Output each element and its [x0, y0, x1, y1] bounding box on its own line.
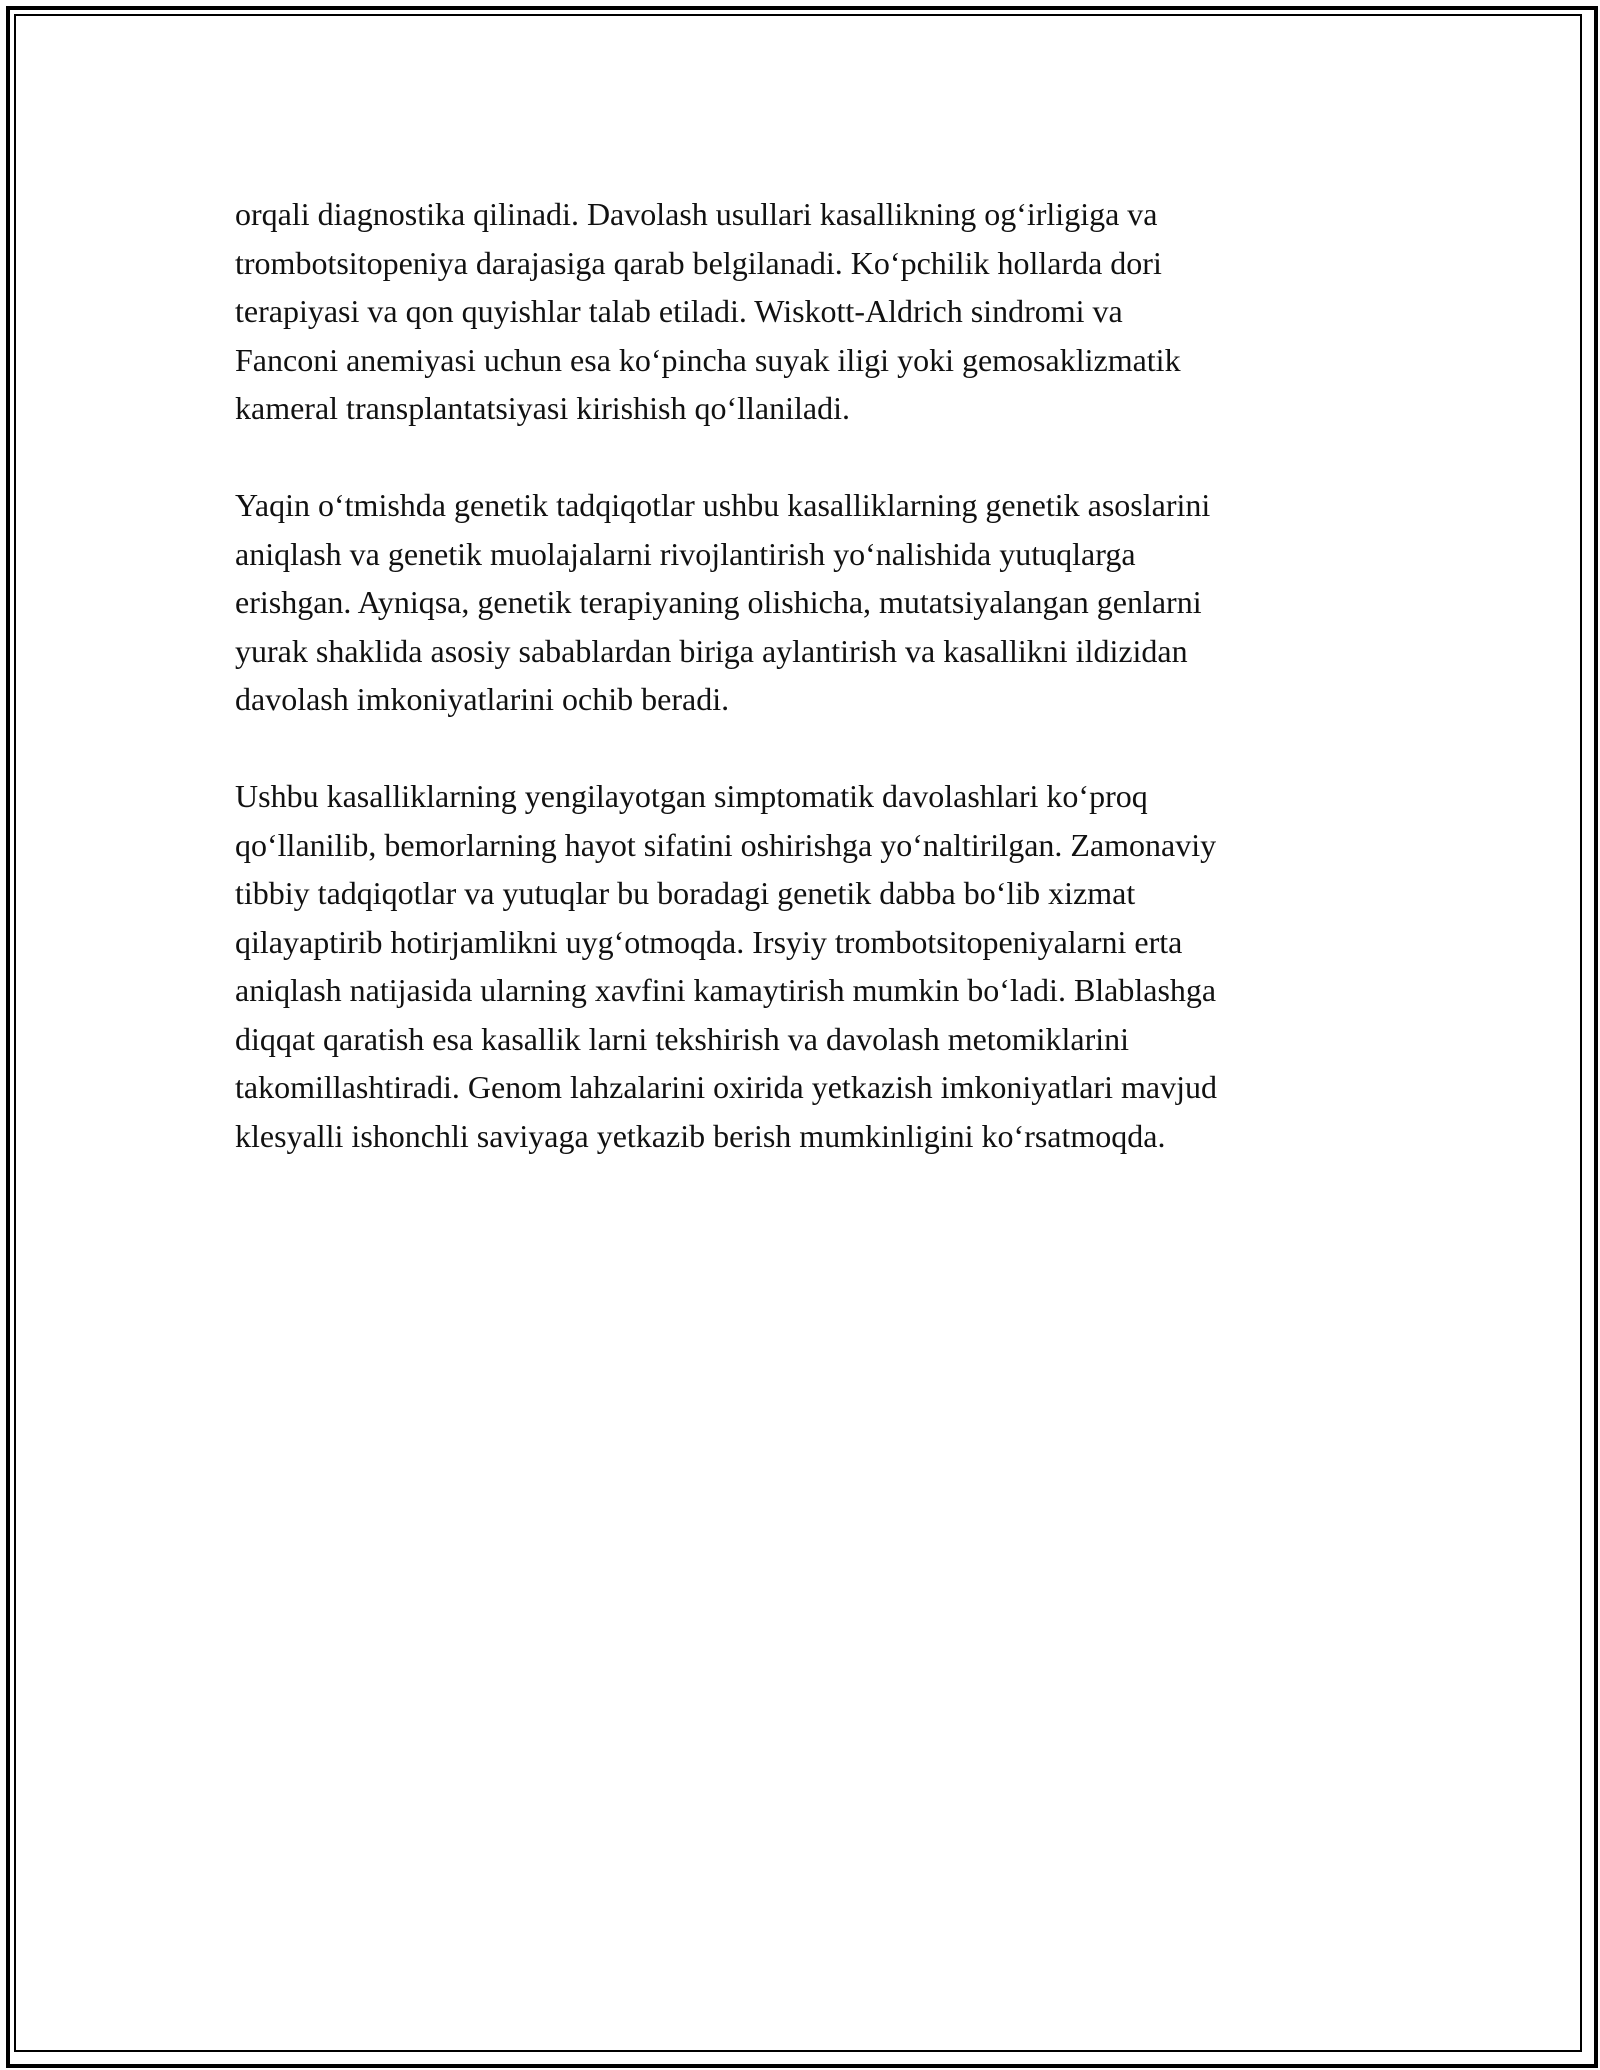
text-line: yurak shaklida asosiy sabablardan biriga aylantirish va kasallikni ildizidan [235, 632, 1188, 669]
text-line: trombotsitopeniya darajasiga qarab belgilanadi. Ko‘pchilik hollarda dori [235, 244, 1162, 281]
text-line: qo‘llanilib, bemorlarning hayot sifatini oshirishga yo‘naltirilgan. Zamonaviy [235, 826, 1217, 863]
text-line: Ushbu kasalliklarning yengilayotgan simptomatik davolashlari ko‘proq [235, 778, 1148, 814]
paragraph-2 [235, 481, 1375, 724]
text-line: erishgan. Ayniqsa, genetik terapiyaning olishicha, mutatsiyalangan genlarni [235, 584, 1202, 620]
text-line: qilayaptirib hotirjamlikni uyg‘otmoqda. Irsyiy trombotsitopeniyalarni erta [235, 923, 1183, 960]
text-line: tibbiy tadqiqotlar va yutuqlar bu boradagi genetik dabba bo‘lib xizmat [235, 875, 1136, 911]
document-body [235, 190, 1375, 1209]
text-line: Yaqin o‘tmishda genetik tadqiqotlar ushbu kasalliklarning genetik asoslarini [235, 487, 1211, 523]
text-line: diqqat qaratish esa kasallik larni tekshirish va davolash metomiklarini [235, 1020, 1129, 1057]
paragraph-1 [235, 190, 1375, 433]
text-line: kameral transplantatsiyasi kirishish qo‘llaniladi. [235, 390, 850, 426]
paragraph-3 [235, 772, 1375, 1160]
text-line: aniqlash natijasida ularning xavfini kamaytirish mumkin bo‘ladi. Blablashga [235, 972, 1217, 1008]
text-line: davolash imkoniyatlarini ochib beradi. [235, 681, 730, 717]
text-line: aniqlash va genetik muolajalarni rivojlantirish yo‘nalishida yutuqlarga [235, 535, 1136, 572]
text-line: orqali diagnostika qilinadi. Davolash usullari kasallikning og‘irligiga va [235, 196, 1158, 232]
text-line: terapiyasi va qon quyishlar talab etiladi. Wiskott-Aldrich sindromi va [235, 293, 1123, 329]
text-line: klesyalli ishonchli saviyaga yetkazib berish mumkinligini ko‘rsatmoqda. [235, 1117, 1166, 1154]
text-line: takomillashtiradi. Genom lahzalarini oxirida yetkazish imkoniyatlari mavjud [235, 1069, 1217, 1105]
text-line: Fanconi anemiyasi uchun esa ko‘pincha suyak iligi yoki gemosaklizmatik [235, 341, 1181, 378]
